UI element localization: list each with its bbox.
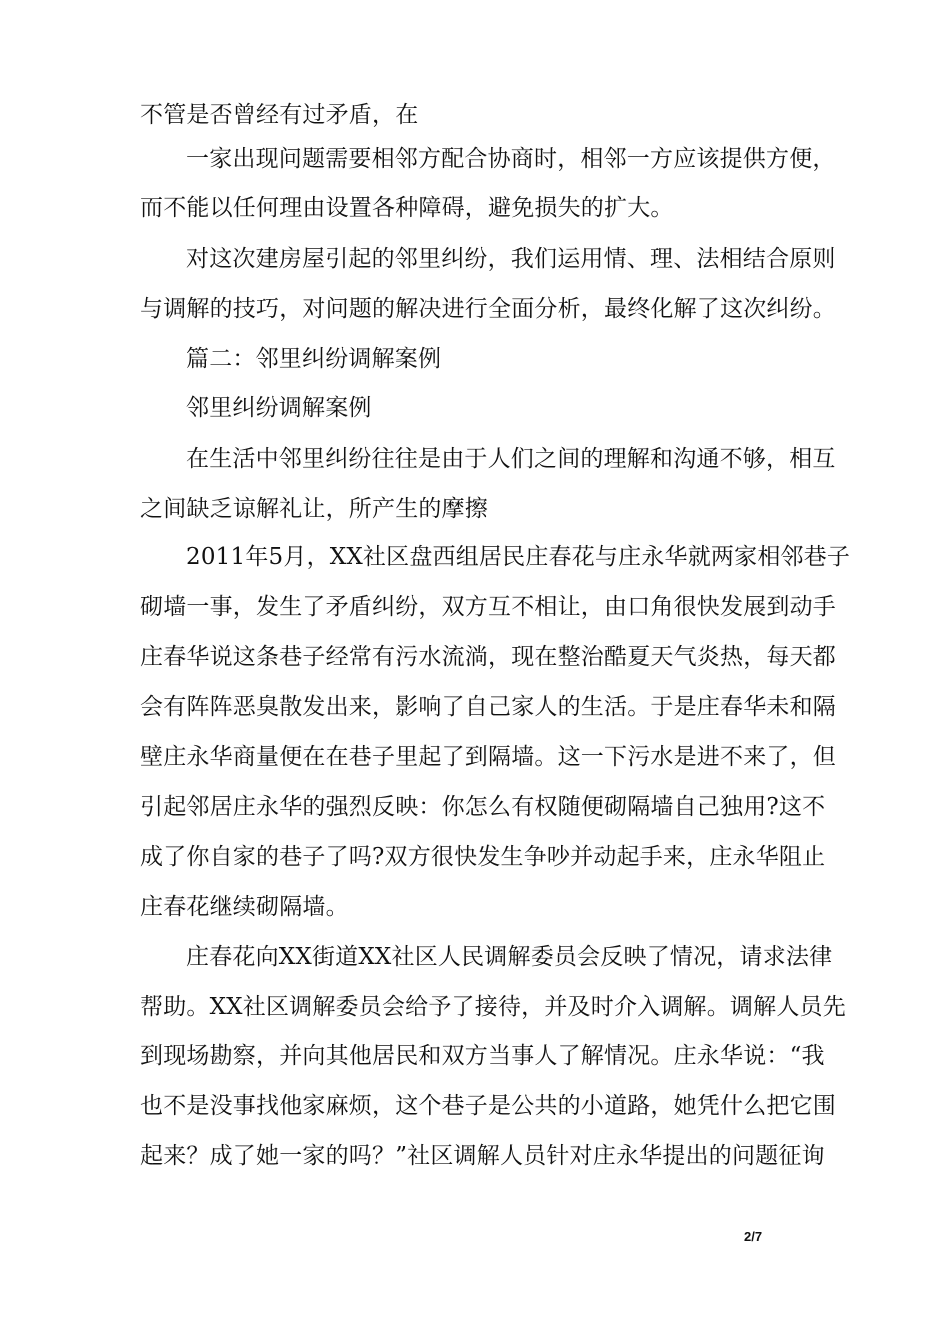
text-line: 与调解的技巧，对问题的解决进行全面分析，最终化解了这次纠纷。 xyxy=(140,296,836,322)
text-line: 一家出现问题需要相邻方配合协商时，相邻一方应该提供方便， xyxy=(186,146,836,172)
page-number: 2/7 xyxy=(744,1229,763,1244)
section-title: 邻里纠纷调解案例 xyxy=(186,395,372,421)
text-line: 而不能以任何理由设置各种障碍，避免损失的扩大。 xyxy=(140,195,674,221)
text-line: 之间缺乏谅解礼让，所产生的摩擦 xyxy=(140,496,488,522)
text-line: 引起邻居庄永华的强烈反映：你怎么有权随便砌隔墙自己独用?这不 xyxy=(140,794,826,820)
section-heading: 篇二：邻里纠纷调解案例 xyxy=(186,346,442,372)
text-line: 庄春华说这条巷子经常有污水流淌，现在整治酷夏天气炎热，每天都 xyxy=(140,644,836,670)
text-line: 帮助。XX社区调解委员会给予了接待，并及时介入调解。调解人员先 xyxy=(140,994,846,1020)
text-line: 成了你自家的巷子了吗?双方很快发生争吵并动起手来，庄永华阻止 xyxy=(140,844,826,870)
text-line: 也不是没事找他家麻烦，这个巷子是公共的小道路，她凭什么把它围 xyxy=(140,1093,836,1119)
text-line: 庄春花继续砌隔墙。 xyxy=(140,894,349,920)
text-line: 到现场勘察，并向其他居民和双方当事人了解情况。庄永华说：“我 xyxy=(140,1043,825,1069)
text-line: 不管是否曾经有过矛盾，在 xyxy=(140,102,419,128)
text-line: 起来？成了她一家的吗？”社区调解人员针对庄永华提出的问题征询 xyxy=(140,1143,825,1169)
text-line: 会有阵阵恶臭散发出来，影响了自己家人的生活。于是庄春华未和隔 xyxy=(140,694,836,720)
text-line: 砌墙一事，发生了矛盾纠纷，双方互不相让，由口角很快发展到动手 xyxy=(140,594,836,620)
text-line: 壁庄永华商量便在在巷子里起了到隔墙。这一下污水是进不来了，但 xyxy=(140,744,836,770)
text-line: 在生活中邻里纠纷往往是由于人们之间的理解和沟通不够，相互 xyxy=(186,446,836,472)
text-line: 对这次建房屋引起的邻里纠纷，我们运用情、理、法相结合原则 xyxy=(186,246,836,272)
text-line: 2011年5月，XX社区盘西组居民庄春花与庄永华就两家相邻巷子 xyxy=(186,544,851,570)
text-line: 庄春花向XX街道XX社区人民调解委员会反映了情况，请求法律 xyxy=(186,944,833,970)
